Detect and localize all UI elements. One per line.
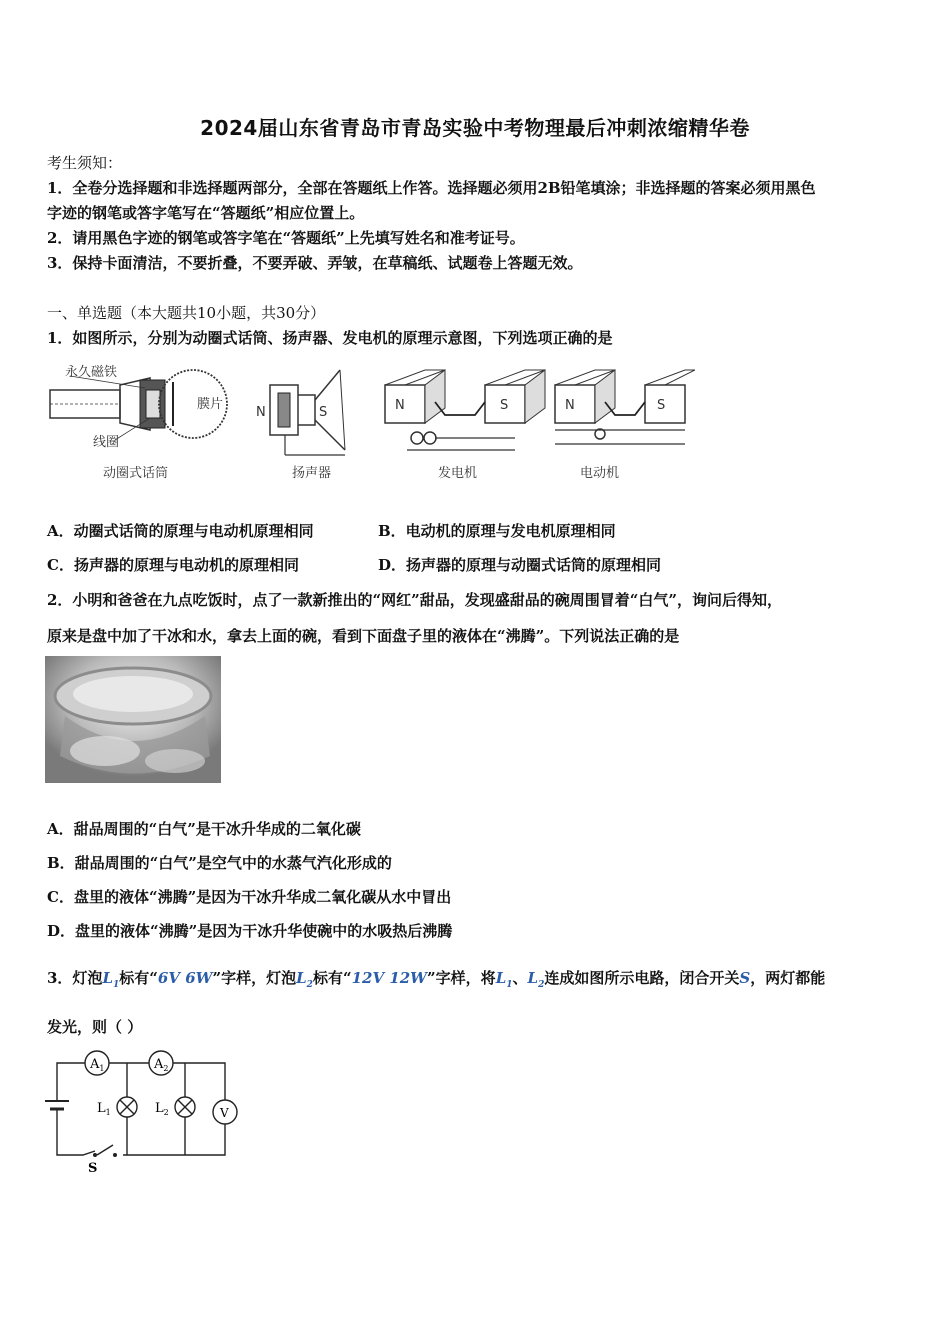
generator-S: S <box>500 398 509 413</box>
page-title: 2024届山东省青岛市青岛实验中考物理最后冲刺浓缩精华卷 <box>200 116 750 140</box>
q2-stem-a: 2．小明和爸爸在九点吃饭时，点了一款新推出的“网红”甜品，发现盛甜品的碗周围冒着“白气”，询问后得知， <box>47 591 782 609</box>
motor-S: S <box>657 398 666 413</box>
lamp-L1-label <box>97 1101 111 1117</box>
q2-option-d: D．盘里的液体“沸腾”是因为干冰升华使碗中的水吸热后沸腾 <box>47 922 453 940</box>
q3-L1-ref <box>495 969 513 990</box>
ammeter-A1-sub: 1 <box>99 1064 105 1073</box>
notice-item-3: 3．保持卡面清洁，不要折叠，不要弄破、弄皱，在草稿纸、试题卷上答题无效。 <box>47 254 583 272</box>
caption-generator: 发电机 <box>438 466 478 481</box>
q3-L2-ref-letter: L <box>527 969 539 987</box>
ammeter-A1 <box>89 1057 104 1073</box>
q2-option-c: C．盘里的液体“沸腾”是因为干冰升华成二氧化碳从水中冒出 <box>47 888 452 906</box>
microphone-diagram <box>50 364 227 481</box>
caption-mic: 动圈式话筒 <box>103 466 169 481</box>
q1-figure <box>45 360 695 490</box>
ammeter-A1-letter: A <box>90 1057 100 1072</box>
notice-item-2: 2．请用黑色字迹的钢笔或答字笔在“答题纸”上先填写姓名和准考证号。 <box>47 229 525 247</box>
generator-diagram <box>385 370 545 481</box>
lamp-L1-letter: L <box>97 1101 106 1116</box>
q3-rating-1: 6V 6W <box>157 969 213 987</box>
caption-speaker: 扬声器 <box>292 466 332 481</box>
mic-label-membrane: 膜片 <box>197 397 224 412</box>
section-heading: 一、单选题（本大题共10小题，共30分） <box>47 304 326 322</box>
caption-motor: 电动机 <box>580 466 620 481</box>
lamp-L2-label <box>155 1101 169 1117</box>
q3-L1-ref-letter: L <box>495 969 507 987</box>
q3-L1 <box>102 969 120 990</box>
q3-rating-2: 12V 12W <box>351 969 428 987</box>
q3-L1-ref-sub: 1 <box>506 980 513 990</box>
notice-heading: 考生须知： <box>47 154 123 172</box>
motor-N: N <box>565 398 575 413</box>
q3-text-4: 标有“ <box>312 969 352 987</box>
ammeter-A2-sub: 2 <box>163 1064 169 1073</box>
q3-L1-sub: 1 <box>112 980 120 990</box>
ammeter-A2-letter: A <box>154 1057 164 1072</box>
q1-option-b: B．电动机的原理与发电机原理相同 <box>378 522 616 540</box>
q3-L2-letter: L <box>296 969 307 987</box>
q3-text-2: 标有“ <box>119 969 158 987</box>
speaker-N: N <box>256 405 266 420</box>
q3-text-7: 连成如图所示电路，闭合开关 <box>544 969 740 987</box>
q3-L2 <box>296 969 313 990</box>
voltmeter-V: V <box>220 1106 229 1120</box>
q2-photo <box>45 656 221 783</box>
generator-N: N <box>395 398 405 413</box>
q3-text-3: ”字样，灯泡 <box>212 969 297 987</box>
q3-stem-b: 发光，则（ ） <box>47 1018 143 1036</box>
q3-circuit <box>45 1045 245 1175</box>
q1-stem: 1．如图所示，分别为动圈式话筒、扬声器、发电机的原理示意图，下列选项正确的是 <box>47 329 613 347</box>
q3-stem-a <box>47 967 825 990</box>
q2-option-b: B．甜品周围的“白气”是空气中的水蒸气汽化形成的 <box>47 854 392 872</box>
speaker-diagram <box>256 370 345 481</box>
notice-item-1a: 1．全卷分选择题和非选择题两部分，全部在答题纸上作答。选择题必须用2B铅笔填涂；非选择题的答案必须用黑色 <box>47 179 816 197</box>
mic-label-coil: 线圈 <box>93 435 120 450</box>
speaker-S: S <box>319 405 328 420</box>
mic-label-magnet: 永久磁铁 <box>65 365 118 380</box>
q3-text-6: 、 <box>512 969 528 987</box>
switch-S: S <box>88 1161 98 1175</box>
q3-L2-ref <box>527 969 545 990</box>
lamp-L2-sub: 2 <box>163 1108 169 1117</box>
lamp-L2-letter: L <box>155 1101 164 1116</box>
q1-option-a: A．动圈式话筒的原理与电动机原理相同 <box>47 522 314 540</box>
lamp-L1-sub: 1 <box>105 1108 111 1117</box>
q1-option-d: D．扬声器的原理与动圈式话筒的原理相同 <box>378 556 662 574</box>
q3-text-8: ，两灯都能 <box>750 969 826 987</box>
q3-S: S <box>739 969 751 987</box>
q3-L1-letter: L <box>102 969 113 987</box>
q1-option-c: C．扬声器的原理与电动机的原理相同 <box>47 556 299 574</box>
q3-L2-sub: 2 <box>306 980 313 990</box>
q2-stem-b: 原来是盘中加了干冰和水，拿去上面的碗，看到下面盘子里的液体在“沸腾”。下列说法正确的是 <box>47 627 680 645</box>
q3-text-5: ”字样，将 <box>427 969 496 987</box>
motor-diagram <box>555 370 695 481</box>
q2-option-a: A．甜品周围的“白气”是干冰升华成的二氧化碳 <box>47 820 361 838</box>
ammeter-A2 <box>153 1057 168 1073</box>
notice-item-1b: 字迹的钢笔或答字笔写在“答题纸”相应位置上。 <box>47 204 365 222</box>
q3-text-1: 3．灯泡 <box>47 969 103 987</box>
q3-L2-ref-sub: 2 <box>538 980 545 990</box>
